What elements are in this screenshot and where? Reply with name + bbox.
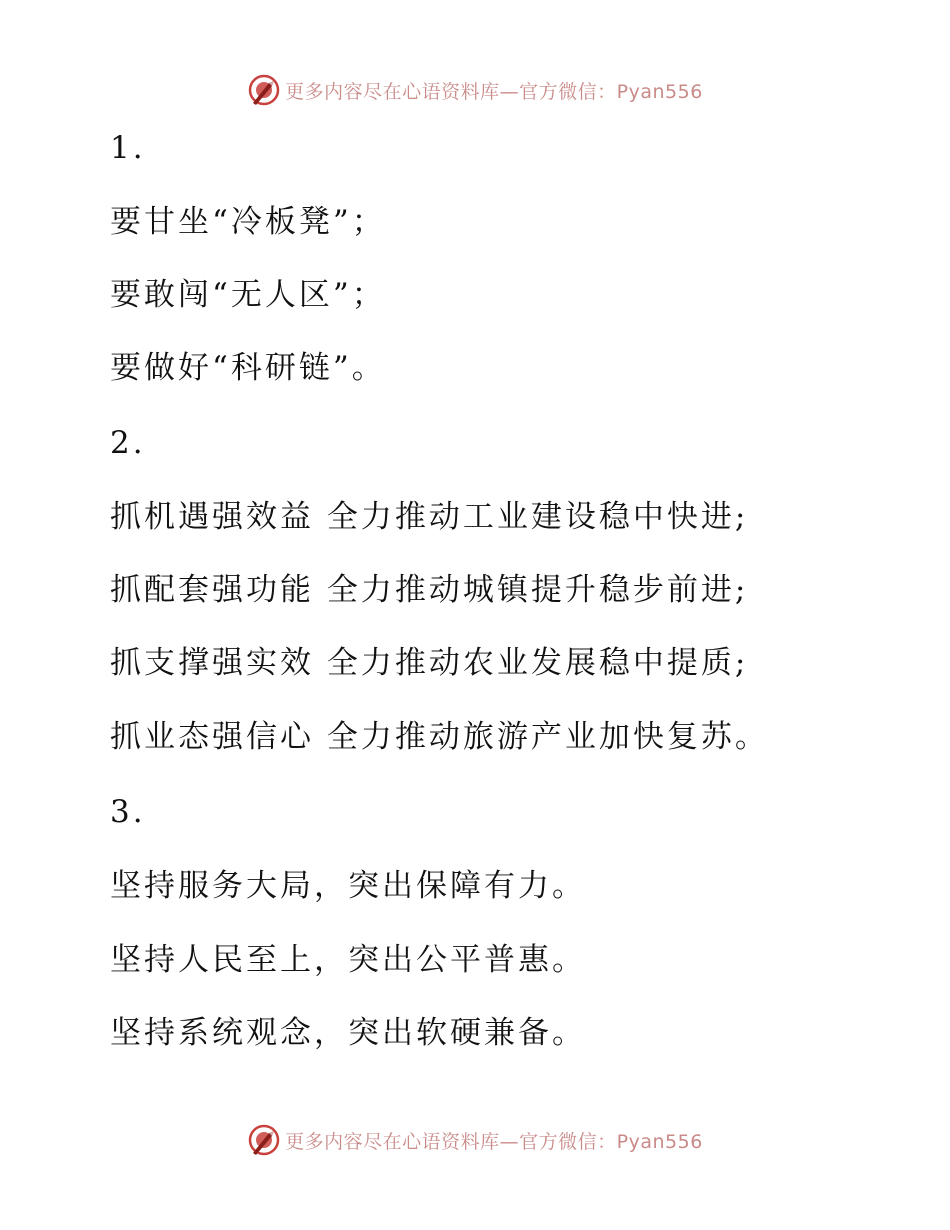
text-line: 要甘坐“冷板凳”； — [110, 204, 386, 240]
text-line: 抓机遇强效益 全力推动工业建设稳中快进; — [110, 499, 749, 535]
text-line: 抓配套强功能 全力推动城镇提升稳步前进; — [110, 572, 749, 608]
watermark-text: 更多内容尽在心语资料库—官方微信：Pyan556 — [285, 1130, 703, 1153]
section-number: 2. — [110, 425, 146, 461]
footer-watermark — [0, 1120, 950, 1160]
section-number: 1. — [110, 130, 146, 166]
text-line: 坚持系统观念，突出软硬兼备。 — [110, 1015, 586, 1051]
pen-logo-icon — [247, 1123, 281, 1157]
text-line: 要做好“科研链”。 — [110, 350, 386, 386]
pen-logo-icon — [247, 73, 281, 107]
text-line: 抓业态强信心 全力推动旅游产业加快复苏。 — [110, 719, 769, 755]
text-line: 要敢闯“无人区”； — [110, 277, 386, 313]
text-line: 坚持服务大局，突出保障有力。 — [110, 868, 586, 904]
watermark-text: 更多内容尽在心语资料库—官方微信：Pyan556 — [285, 80, 703, 103]
section-number: 3. — [110, 794, 146, 830]
text-line: 坚持人民至上，突出公平普惠。 — [110, 942, 586, 978]
text-line: 抓支撑强实效 全力推动农业发展稳中提质; — [110, 645, 749, 681]
header-watermark — [0, 70, 950, 110]
